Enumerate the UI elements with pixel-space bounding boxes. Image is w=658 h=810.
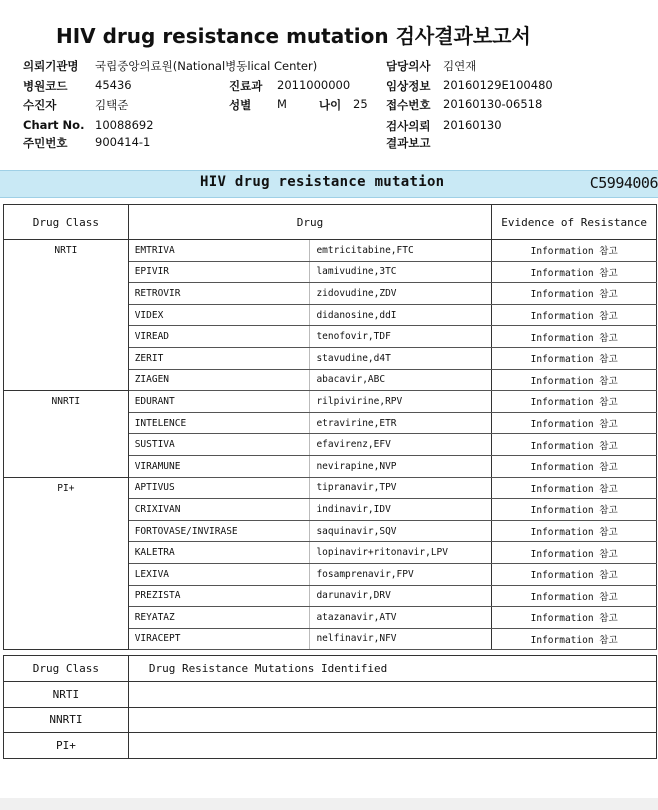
institution-label: 의뢰기관명 xyxy=(23,59,79,73)
brand-cell: REYATAZ xyxy=(128,607,310,629)
mutation-value-cell xyxy=(128,707,656,733)
generic-cell: nelfinavir,NFV xyxy=(310,628,492,650)
mutation-value-cell xyxy=(128,682,656,708)
department-value: 2011000000 xyxy=(277,78,351,92)
table-row xyxy=(4,477,657,499)
receipt-no-field xyxy=(386,97,543,113)
brand-cell: EPIVIR xyxy=(128,261,310,283)
chart-no-field xyxy=(23,118,154,132)
table-row xyxy=(4,391,657,413)
brand-cell: EMTRIVA xyxy=(128,240,310,262)
generic-cell: fosamprenavir,FPV xyxy=(310,563,492,585)
doctor-field xyxy=(386,58,477,74)
evidence-cell: Information 참고 xyxy=(492,434,657,456)
sex-field xyxy=(229,97,287,113)
evidence-cell: Information 참고 xyxy=(492,369,657,391)
brand-cell: LEXIVA xyxy=(128,563,310,585)
mutation-header: Drug Resistance Mutations Identified xyxy=(128,656,656,682)
evidence-cell: Information 참고 xyxy=(492,542,657,564)
hospital-code-field xyxy=(23,78,132,94)
evidence-cell: Information 참고 xyxy=(492,455,657,477)
mutation-class-cell: NNRTI xyxy=(4,707,129,733)
age-value: 25 xyxy=(353,97,368,111)
evidence-cell: Information 참고 xyxy=(492,520,657,542)
evidence-header: Evidence of Resistance xyxy=(492,205,657,240)
doctor-value: 김연재 xyxy=(443,59,477,73)
drug-header: Drug xyxy=(128,205,492,240)
generic-cell: tenofovir,TDF xyxy=(310,326,492,348)
generic-cell: etravirine,ETR xyxy=(310,412,492,434)
result-report-label: 결과보고 xyxy=(386,136,431,150)
section-title: HIV drug resistance mutation xyxy=(200,174,445,190)
evidence-cell: Information 참고 xyxy=(492,477,657,499)
doctor-label: 담당의사 xyxy=(386,59,431,73)
brand-cell: VIRACEPT xyxy=(128,628,310,650)
brand-cell: VIREAD xyxy=(128,326,310,348)
evidence-cell: Information 참고 xyxy=(492,283,657,305)
sex-value: M xyxy=(277,97,287,111)
table-row xyxy=(4,240,657,262)
brand-cell: FORTOVASE/INVIRASE xyxy=(128,520,310,542)
drug-class-cell: PI+ xyxy=(4,477,129,650)
evidence-cell: Information 참고 xyxy=(492,585,657,607)
hospital-code-value: 45436 xyxy=(95,78,132,92)
generic-cell: rilpivirine,RPV xyxy=(310,391,492,413)
evidence-cell: Information 참고 xyxy=(492,628,657,650)
section-code: C5994006 xyxy=(589,174,658,192)
test-date-label: 검사의뢰 xyxy=(386,119,431,133)
receipt-no-value: 20160130-06518 xyxy=(443,97,543,111)
report-title: HIV drug resistance mutation 검사결과보고서 xyxy=(56,24,531,48)
evidence-cell: Information 참고 xyxy=(492,261,657,283)
table-row xyxy=(4,733,657,759)
brand-cell: RETROVIR xyxy=(128,283,310,305)
evidence-cell: Information 참고 xyxy=(492,326,657,348)
resident-no-value: 900414-1 xyxy=(95,135,151,149)
brand-cell: ZIAGEN xyxy=(128,369,310,391)
brand-cell: INTELENCE xyxy=(128,412,310,434)
section-band xyxy=(0,170,658,198)
patient-field xyxy=(23,97,129,113)
brand-cell: APTIVUS xyxy=(128,477,310,499)
evidence-cell: Information 참고 xyxy=(492,304,657,326)
generic-cell: saquinavir,SQV xyxy=(310,520,492,542)
drug-class-cell: NRTI xyxy=(4,240,129,391)
brand-cell: VIRAMUNE xyxy=(128,455,310,477)
test-date-value: 20160130 xyxy=(443,118,502,132)
age-field xyxy=(319,97,368,113)
department-label: 진료과 xyxy=(229,79,263,93)
generic-cell: emtricitabine,FTC xyxy=(310,240,492,262)
generic-cell: stavudine,d4T xyxy=(310,347,492,369)
generic-cell: tipranavir,TPV xyxy=(310,477,492,499)
evidence-cell: Information 참고 xyxy=(492,240,657,262)
receipt-no-label: 접수번호 xyxy=(386,98,431,112)
evidence-cell: Information 참고 xyxy=(492,412,657,434)
sex-label: 성별 xyxy=(229,98,252,112)
brand-cell: PREZISTA xyxy=(128,585,310,607)
test-date-field xyxy=(386,118,502,134)
generic-cell: darunavir,DRV xyxy=(310,585,492,607)
chart-no-label: Chart No. xyxy=(23,118,85,132)
generic-cell: indinavir,IDV xyxy=(310,499,492,521)
patient-label: 수진자 xyxy=(23,98,57,112)
brand-cell: ZERIT xyxy=(128,347,310,369)
resident-no-field xyxy=(23,135,151,151)
department-field xyxy=(229,78,351,94)
hospital-code-label: 병원코드 xyxy=(23,79,68,93)
mutation-class-cell: NRTI xyxy=(4,682,129,708)
brand-cell: SUSTIVA xyxy=(128,434,310,456)
mutation-value-cell xyxy=(128,733,656,759)
brand-cell: EDURANT xyxy=(128,391,310,413)
drug-class-cell: NNRTI xyxy=(4,391,129,477)
patient-value: 김택준 xyxy=(95,98,129,112)
brand-cell: KALETRA xyxy=(128,542,310,564)
evidence-cell: Information 참고 xyxy=(492,499,657,521)
generic-cell: didanosine,ddI xyxy=(310,304,492,326)
clinical-info-field xyxy=(386,78,553,94)
age-label: 나이 xyxy=(319,98,342,112)
evidence-cell: Information 참고 xyxy=(492,391,657,413)
institution-field xyxy=(23,58,318,74)
table-row xyxy=(4,707,657,733)
evidence-cell: Information 참고 xyxy=(492,347,657,369)
table-row xyxy=(4,682,657,708)
brand-cell: CRIXIVAN xyxy=(128,499,310,521)
evidence-cell: Information 참고 xyxy=(492,563,657,585)
clinical-info-label: 임상정보 xyxy=(386,79,431,93)
drug-table xyxy=(3,204,657,650)
brand-cell: VIDEX xyxy=(128,304,310,326)
institution-value: 국립중앙의료원(National병동lical Center) xyxy=(95,59,318,73)
mutation-class-cell: PI+ xyxy=(4,733,129,759)
generic-cell: lamivudine,3TC xyxy=(310,261,492,283)
clinical-info-value: 20160129E100480 xyxy=(443,78,553,92)
generic-cell: lopinavir+ritonavir,LPV xyxy=(310,542,492,564)
generic-cell: efavirenz,EFV xyxy=(310,434,492,456)
generic-cell: atazanavir,ATV xyxy=(310,607,492,629)
mutation-table xyxy=(3,655,657,759)
generic-cell: zidovudine,ZDV xyxy=(310,283,492,305)
generic-cell: abacavir,ABC xyxy=(310,369,492,391)
chart-no-value: 10088692 xyxy=(95,118,154,132)
mutation-class-header: Drug Class xyxy=(4,656,129,682)
evidence-cell: Information 참고 xyxy=(492,607,657,629)
result-report-field xyxy=(386,135,430,151)
resident-no-label: 주민번호 xyxy=(23,136,68,150)
generic-cell: nevirapine,NVP xyxy=(310,455,492,477)
drug-class-header: Drug Class xyxy=(4,205,129,240)
